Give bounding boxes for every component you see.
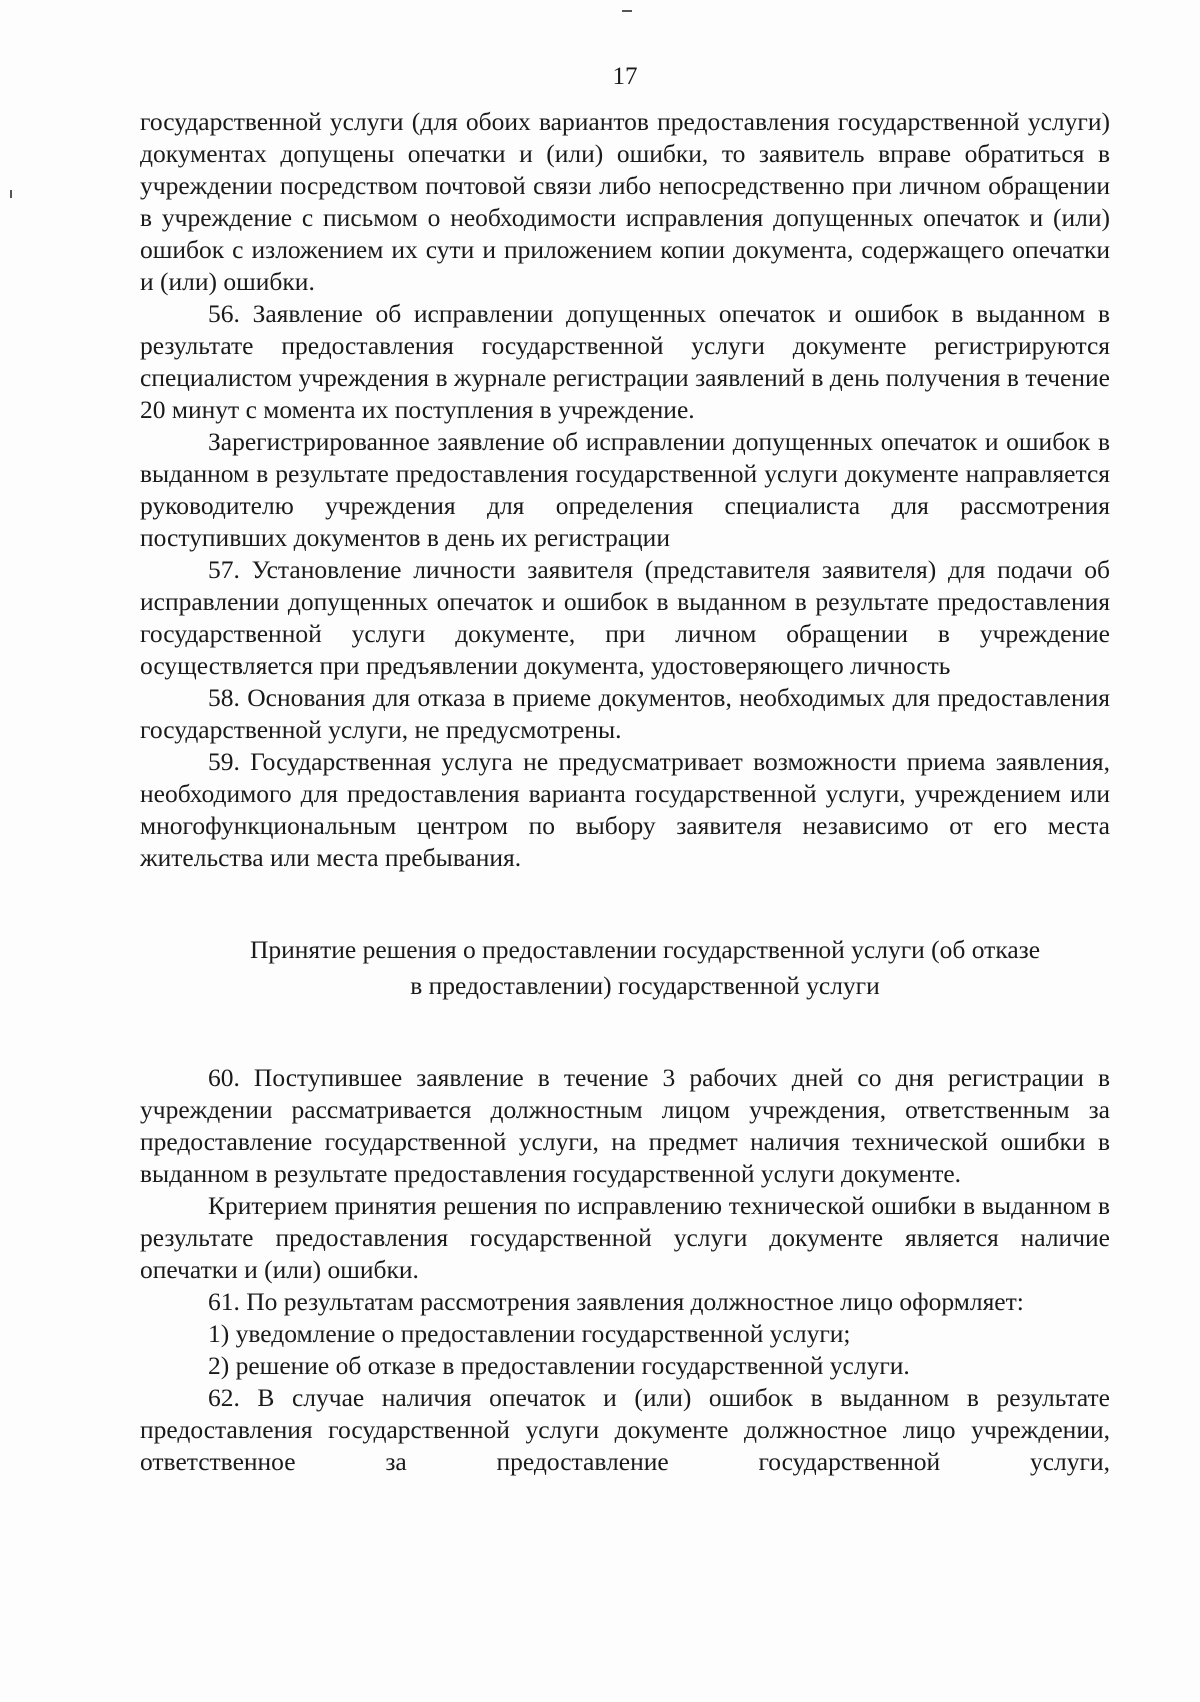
- paragraph-57: 57. Установление личности заявителя (представителя заявителя) для подачи об исправлении допущенных опечаток и ошибок в выданном в результате предоставления государственной услуги документе, при личном обращении в учреждение осуществляется при предъявлении документа, удостоверяющего личность: [140, 555, 1110, 680]
- section-heading-line-1: Принятие решения о предоставлении государственной услуги (об отказе: [249, 935, 1041, 964]
- list-item-refusal: 2) решение об отказе в предоставлении государственной услуги.: [208, 1351, 910, 1380]
- paragraph-62: 62. В случае наличия опечаток и (или) ошибок в выданном в результате предоставления государственной услуги документе должностное лицо учреждении, ответственное за предоставление государственной услуги,: [140, 1383, 1110, 1476]
- list-item-notification: 1) уведомление о предоставлении государственной услуги;: [208, 1319, 851, 1348]
- document-body: [140, 106, 1110, 1478]
- section-heading: [140, 932, 1110, 1004]
- page-number: 17: [612, 63, 638, 90]
- scan-artifact: [622, 10, 632, 12]
- paragraph-60: 60. Поступившее заявление в течение 3 рабочих дней со дня регистрации в учреждении рассматривается должностным лицом учреждения, ответственным за предоставление государственной услуги, на предмет наличия технической ошибки в выданном в результате предоставления государственной услуги документе.: [140, 1063, 1110, 1188]
- paragraph-58: 58. Основания для отказа в приеме документов, необходимых для предоставления государственной услуги, не предусмотрены.: [140, 683, 1110, 744]
- section-heading-line-2: в предоставлении) государственной услуги: [410, 971, 880, 1000]
- paragraph-56: 56. Заявление об исправлении допущенных опечаток и ошибок в выданном в результате предоставления государственной услуги документе регистрируются специалистом учреждения в журнале регистрации заявлений в день получения в течение 20 минут с момента их поступления в учреждение.: [140, 299, 1110, 424]
- scan-artifact: [10, 190, 12, 198]
- paragraph-59: 59. Государственная услуга не предусматривает возможности приема заявления, необходимого для предоставления варианта государственной услуги, учреждением или многофункциональным центром по выбору заявителя независимо от его места жительства или места пребывания.: [140, 747, 1110, 872]
- paragraph-60-criterion: Критерием принятия решения по исправлению технической ошибки в выданном в результате предоставления государственной услуги документе является наличие опечатки и (или) ошибки.: [140, 1191, 1110, 1284]
- paragraph-61: 61. По результатам рассмотрения заявления должностное лицо оформляет:: [208, 1287, 1024, 1316]
- paragraph-56-registered: Зарегистрированное заявление об исправлении допущенных опечаток и ошибок в выданном в результате предоставления государственной услуги документе направляется руководителю учреждения для определения специалиста для рассмотрения поступивших документов в день их регистрации: [140, 427, 1110, 552]
- paragraph-continuation: государственной услуги (для обоих вариантов предоставления государственной услуги) документах допущены опечатки и (или) ошибки, то заявитель вправе обратиться в учреждении посредством почтовой связи либо непосредственно при личном обращении в учреждение с письмом о необходимости исправления допущенных опечаток и (или) ошибок с изложением их сути и приложением копии документа, содержащего опечатки и (или) ошибки.: [140, 107, 1110, 296]
